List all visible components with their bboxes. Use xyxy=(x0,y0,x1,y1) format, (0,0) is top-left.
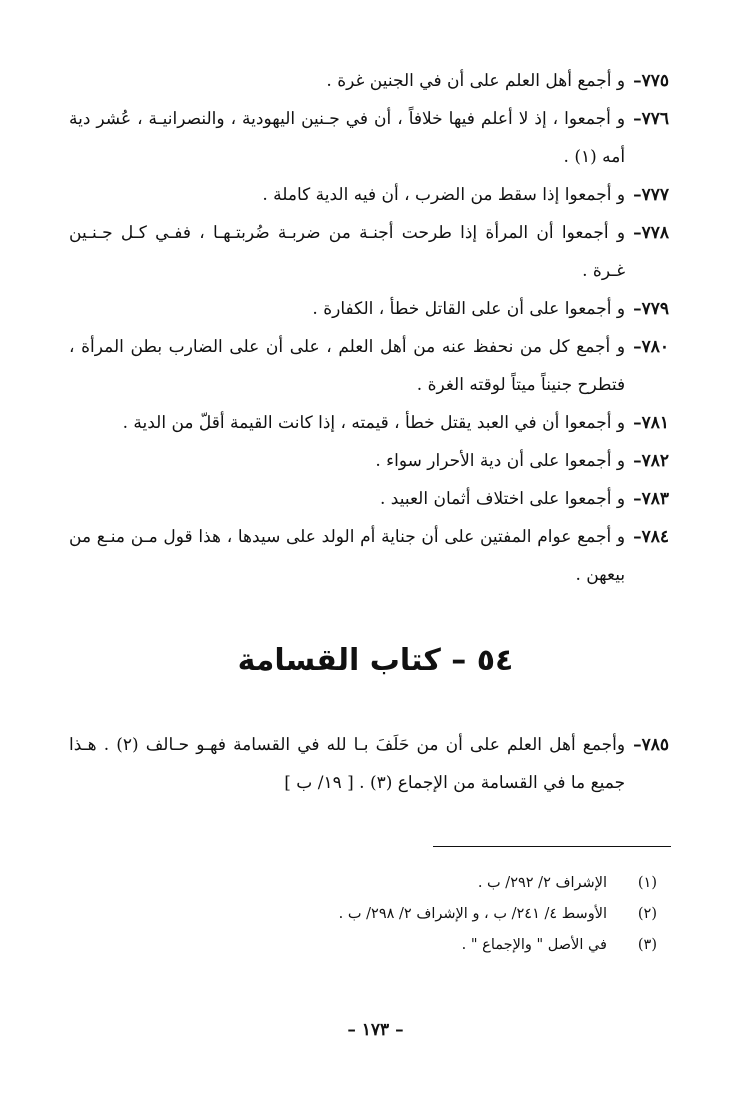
entry-775 xyxy=(69,62,669,100)
entry-text: و أجمعوا أن في العبد يقتل خطأ ، قيمته ، إذا كانت القيمة أقلّ من الدية . xyxy=(122,413,626,433)
footnote-number: (٣) xyxy=(637,937,657,953)
footnote-text: الإشراف ٢/ ٢٩٢/ ب . xyxy=(477,875,607,891)
entry-778 xyxy=(69,214,669,290)
entry-number: ٧٨١– xyxy=(633,413,669,433)
footnote-divider xyxy=(433,846,671,847)
entry-number: ٧٧٥– xyxy=(633,71,669,91)
entry-number: ٧٧٨– xyxy=(633,223,669,243)
footnote-number: (١) xyxy=(637,875,657,891)
entry-781 xyxy=(69,404,669,442)
footnote-3 xyxy=(97,930,657,961)
entry-780 xyxy=(69,328,669,404)
chapter-heading-wrap xyxy=(0,643,751,678)
entry-776 xyxy=(69,100,669,176)
entry-text: و أجمعوا أن المرأة إذا طرحت أجنـة من ضربـة ضُربتـهـا ، ففـي كـل جـنـين غـرة . xyxy=(69,223,626,281)
footnote-1 xyxy=(97,868,657,899)
entry-779 xyxy=(69,290,669,328)
entry-text: و أجمع كل من نحفظ عنه من أهل العلم ، على أن على الضارب بطن المرأة ، فتطرح جنيناً ميتاً لوقته الغرة . xyxy=(69,337,626,395)
entry-785 xyxy=(69,726,669,802)
footnote-2 xyxy=(97,899,657,930)
entry-text: و أجمعوا إذا سقط من الضرب ، أن فيه الدية كاملة . xyxy=(262,185,626,205)
entry-text: و أجمع عوام المفتين على أن جناية أم الولد على سيدها ، هذا قول مـن منـع من بيعهن . xyxy=(69,527,626,585)
entry-text: و أجمعوا ، إذ لا أعلم فيها خلافاً ، أن في جـنين اليهودية ، والنصرانيـة ، عُشر دية أمه (١) . xyxy=(69,109,626,167)
entry-text: و أجمعوا على أن على القاتل خطأ ، الكفارة . xyxy=(312,299,626,319)
footnotes xyxy=(97,868,657,961)
chapter-heading: ٥٤ – كتاب القسامة xyxy=(237,643,514,678)
qasama-entries xyxy=(69,726,669,802)
entry-number: ٧٨٤– xyxy=(633,527,669,547)
footnote-number: (٢) xyxy=(637,906,657,922)
entry-number: ٧٧٩– xyxy=(633,299,669,319)
footnote-text: الأوسط ٤/ ٢٤١/ ب ، و الإشراف ٢/ ٢٩٨/ ب . xyxy=(338,906,607,922)
entry-784 xyxy=(69,518,669,594)
footnote-text: في الأصل " والإجماع " . xyxy=(461,937,607,953)
entry-783 xyxy=(69,480,669,518)
entry-number: ٧٧٧– xyxy=(633,185,669,205)
entry-text: و أجمعوا على أن دية الأحرار سواء . xyxy=(375,451,626,471)
entry-number: ٧٨٥– xyxy=(633,735,669,755)
entry-782 xyxy=(69,442,669,480)
entry-number: ٧٨٣– xyxy=(633,489,669,509)
page-number: – ١٧٣ – xyxy=(347,1020,404,1040)
entry-number: ٧٨٠– xyxy=(633,337,669,357)
entry-number: ٧٨٢– xyxy=(633,451,669,471)
entry-text: و أجمع أهل العلم على أن في الجنين غرة . xyxy=(326,71,626,91)
entry-777 xyxy=(69,176,669,214)
entry-text: و أجمعوا على اختلاف أثمان العبيد . xyxy=(379,489,626,509)
entry-text: وأجمع أهل العلم على أن من حَلَفَ بـا لله في القسامة فهـو حـالف (٢) . هـذا جميع ما في القسامة من الإجماع (٣) . [ ١٩/ ب ] xyxy=(69,735,626,793)
consensus-entries xyxy=(69,62,669,594)
entry-number: ٧٧٦– xyxy=(633,109,669,129)
